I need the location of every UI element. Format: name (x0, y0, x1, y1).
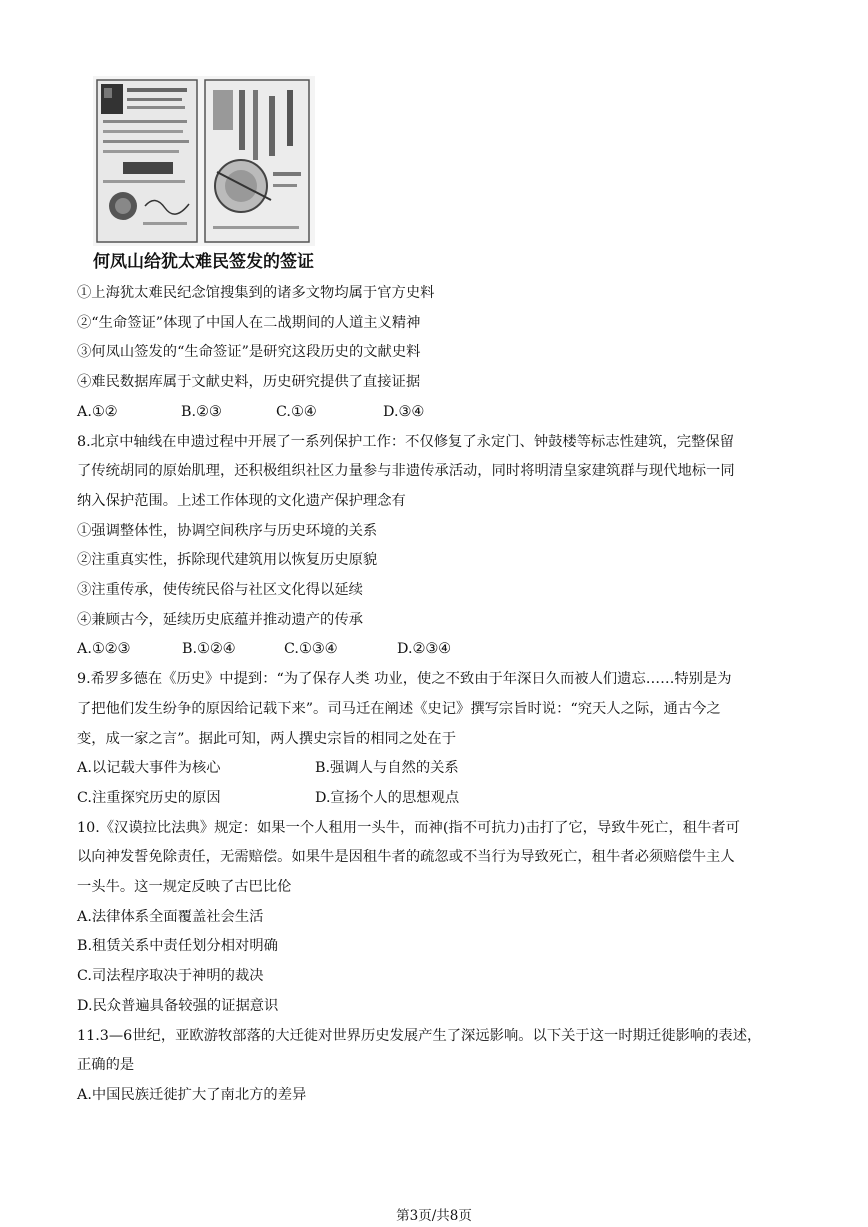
q9-options-row-2 (77, 784, 802, 814)
q8-statement-1: ①强调整体性，协调空间秩序与历史环境的关系 (77, 522, 378, 539)
q9-option-b[interactable]: B.强调人与自然的关系 (315, 760, 459, 777)
q9-stem-line-1: 9.希罗多德在《历史》中提到：“为了保存人类 功业，使之不致由于年深日久而被人们遗忘……特别是为 (77, 671, 732, 688)
q8-statement-3: ③注重传承，使传统民俗与社区文化得以延续 (77, 582, 363, 599)
q7-statement-1: ①上海犹太难民纪念馆搜集到的诸多文物均属于官方史料 (77, 285, 435, 301)
q10-option-d[interactable]: D.民众普遍具备较强的证据意识 (77, 997, 279, 1014)
q7-statement-4: ④难民数据库属于文献史料，历史研究提供了直接证据 (77, 374, 421, 391)
q11-stem-line-1: 11.3—6世纪，亚欧游牧部落的大迁徙对世界历史发展产生了深远影响。以下关于这一时期迁徙影响的表述， (77, 1027, 762, 1044)
q9-option-d[interactable]: D.宣扬个人的思想观点 (315, 789, 460, 806)
q9-options-row-1 (77, 754, 802, 784)
q9-option-a[interactable]: A.以记载大事件为核心 (77, 760, 221, 777)
q10-option-a[interactable]: A.法律体系全面覆盖社会生活 (77, 908, 264, 925)
figure-caption: 何凤山给犹太难民签发的签证 (93, 252, 314, 272)
q8-options (77, 635, 802, 665)
visa-image (93, 76, 315, 246)
q9-option-c[interactable]: C.注重探究历史的原因 (77, 789, 221, 806)
page-number: 第3页/共8页 (396, 1208, 472, 1224)
q7-statement-2: ②“生命签证”体现了中国人在二战期间的人道主义精神 (77, 314, 421, 331)
q7-option-d[interactable]: D.③④ (383, 403, 425, 420)
q8-stem-line-2: 了传统胡同的原始肌理，还积极组织社区力量参与非遗传承活动，同时将明清皇家建筑群与现代地标一同 (77, 463, 735, 480)
q8-option-c[interactable]: C.①③④ (284, 641, 338, 658)
q8-stem-line-3: 纳入保护范围。上述工作体现的文化遗产保护理念有 (77, 492, 406, 509)
q10-stem-line-2: 以向神发誓免除责任，无需赔偿。如果牛是因租牛者的疏忽或不当行为导致死亡，租牛者必须赔偿牛主人 (77, 849, 735, 866)
q7-statement-3: ③何凤山签发的“生命签证”是研究这段历史的文献史料 (77, 344, 421, 361)
q9-stem-line-2: 了把他们发生纷争的原因给记载下来”。司马迁在阐述《史记》撰写宗旨时说：“究天人之际，通古今之 (77, 700, 721, 717)
q10-option-b[interactable]: B.租赁关系中责任划分相对明确 (77, 938, 278, 955)
q8-option-d[interactable]: D.②③④ (397, 641, 451, 658)
q7-options (77, 398, 802, 428)
visa-photo (93, 76, 315, 246)
q8-statement-2: ②注重真实性，拆除现代建筑用以恢复历史原貌 (77, 552, 378, 569)
q7-option-c[interactable]: C.①④ (276, 403, 317, 420)
q10-stem-line-3: 一头牛。这一规定反映了古巴比伦 (77, 879, 292, 896)
q8-option-a[interactable]: A.①②③ (77, 641, 131, 658)
question-content (77, 279, 802, 1111)
q9-stem-line-3: 变，成一家之言”。据此可知，两人撰史宗旨的相同之处在于 (77, 730, 457, 747)
q10-option-c[interactable]: C.司法程序取决于神明的裁决 (77, 968, 264, 985)
q8-statement-4: ④兼顾古今，延续历史底蕴并推动遗产的传承 (77, 611, 363, 628)
q8-option-b[interactable]: B.①②④ (182, 641, 236, 658)
q11-stem-line-2: 正确的是 (77, 1057, 135, 1074)
q10-stem-line-1: 10.《汉谟拉比法典》规定：如果一个人租用一头牛，而神(指不可抗力)击打了它，导致牛死亡，租牛者可 (77, 819, 740, 836)
q11-option-a[interactable]: A.中国民族迁徙扩大了南北方的差异 (77, 1086, 307, 1103)
q8-stem-line-1: 8.北京中轴线在申遗过程中开展了一系列保护工作：不仅修复了永定门、钟鼓楼等标志性建筑，完整保留 (77, 433, 734, 450)
q7-option-b[interactable]: B.②③ (181, 403, 222, 420)
q7-option-a[interactable]: A.①② (77, 403, 118, 420)
